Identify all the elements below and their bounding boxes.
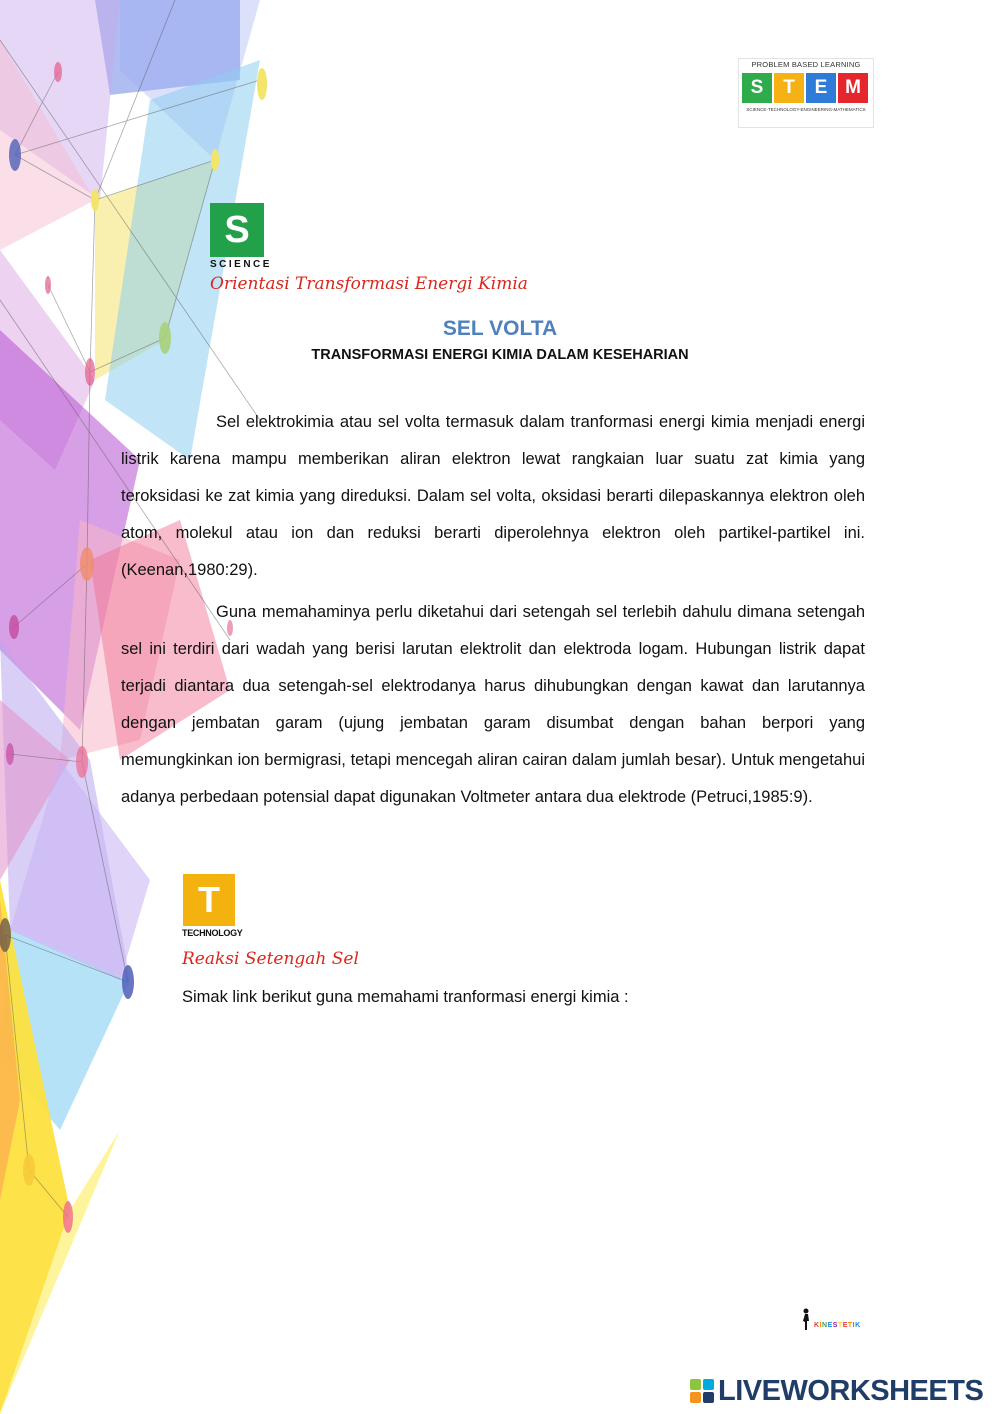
liveworksheets-logo-icon [690,1379,714,1403]
technology-section-heading: Reaksi Setengah Sel [182,949,359,969]
runner-icon [800,1308,812,1332]
liveworksheets-brand [690,1374,983,1408]
stem-logo-subtitle: SCIENCE-TECHNOLOGY-ENGINEERING-MATHEMATICS [746,107,866,112]
stem-letter-m: M [838,73,868,103]
technology-instruction: Simak link berikut guna memahami tranformasi energi kimia : [182,988,629,1006]
stem-letter-e: E [806,73,836,103]
kinestetik-marker [800,1308,861,1332]
page-title: SEL VOLTA [442,317,558,340]
stem-letter-t: T [774,73,804,103]
paragraph-1: Sel elektrokimia atau sel volta termasuk dalam tranformasi energi kimia menjadi energi listrik karena mampu memberikan aliran elektron lewat rangkaian luar suatu zat kimia yang teroksidasi ke zat kimia yang direduksi. Dalam sel volta, oksidasi berarti dilepaskannya elektron oleh atom, molekul atau ion dan reduksi berarti diperolehnya elektron oleh partikel-partikel ini. (Keenan,1980:29). [121,413,865,579]
technology-badge: T [183,874,235,926]
page-subtitle: TRANSFORMASI ENERGI KIMIA DALAM KESEHARIAN [311,347,689,363]
stem-letter-s: S [742,73,772,103]
body-text [121,404,865,816]
kinestetik-label: KINESTETIK [814,1322,861,1329]
liveworksheets-wordmark: LIVEWORKSHEETS [718,1374,984,1407]
stem-logo [738,58,874,128]
stem-logo-blocks [742,73,870,103]
science-section-heading: Orientasi Transformasi Energi Kimia [210,274,528,294]
science-badge-caption: SCIENCE [210,259,272,270]
stem-logo-top-text: PROBLEM BASED LEARNING [751,60,861,69]
technology-badge-caption: TECHNOLOGY [182,928,243,938]
science-badge: S [210,203,264,257]
paragraph-2: Guna memahaminya perlu diketahui dari setengah sel terlebih dahulu dimana setengah sel ini terdiri dari wadah yang berisi larutan elektrolit dan elektroda logam. Hubungan listrik dapat terjadi diantara dua setengah-sel elektrodanya harus dihubungkan dengan kawat dan larutannya dengan jembatan garam (ujung jembatan garam disumbat dengan bahan berpori yang memungkinkan ion bermigrasi, tetapi mencegah aliran cairan dalam jumlah besar). Untuk mengetahui adanya perbedaan potensial dapat digunakan Voltmeter antara dua elektrode (Petruci,1985:9). [121,603,865,806]
